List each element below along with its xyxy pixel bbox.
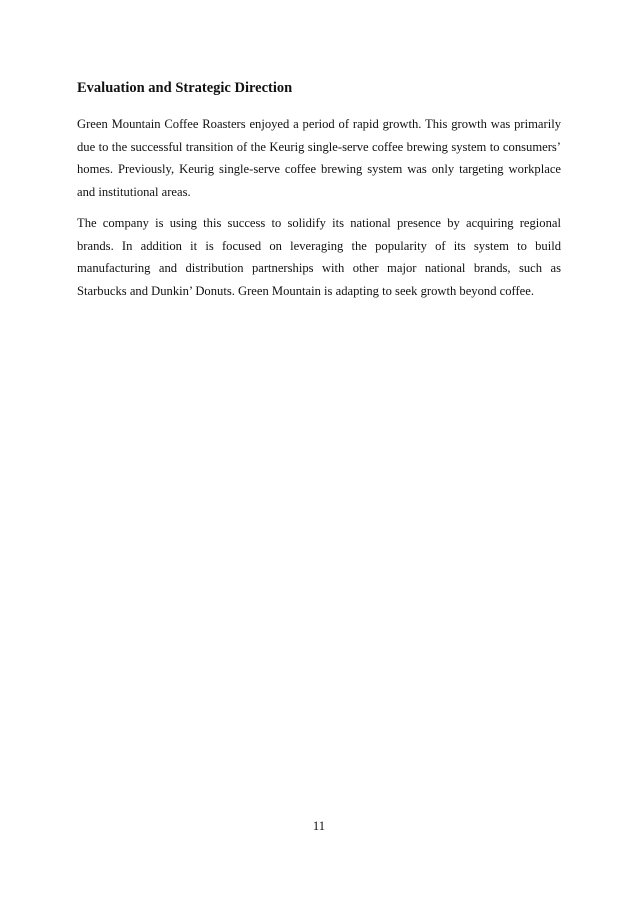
paragraph-growth: Green Mountain Coffee Roasters enjoyed a period of rapid growth. This growth was primarily due to the successful transition of the Keurig single-serve coffee brewing system to consumers’ homes. Previously, Keurig single-serve coffee brewing system was only targeting workplace and institutional areas. [77, 117, 561, 199]
page-number: 11 [312, 819, 326, 833]
page-content [77, 79, 561, 311]
paragraph-strategy: The company is using this success to solidify its national presence by acquiring regional brands. In addition it is focused on leveraging the popularity of its system to build manufacturing and distribution partnerships with other major national brands, such as Starbucks and Dunkin’ Donuts. Green Mountain is adapting to seek growth beyond coffee. [77, 216, 561, 298]
section-heading: Evaluation and Strategic Direction [77, 80, 293, 96]
